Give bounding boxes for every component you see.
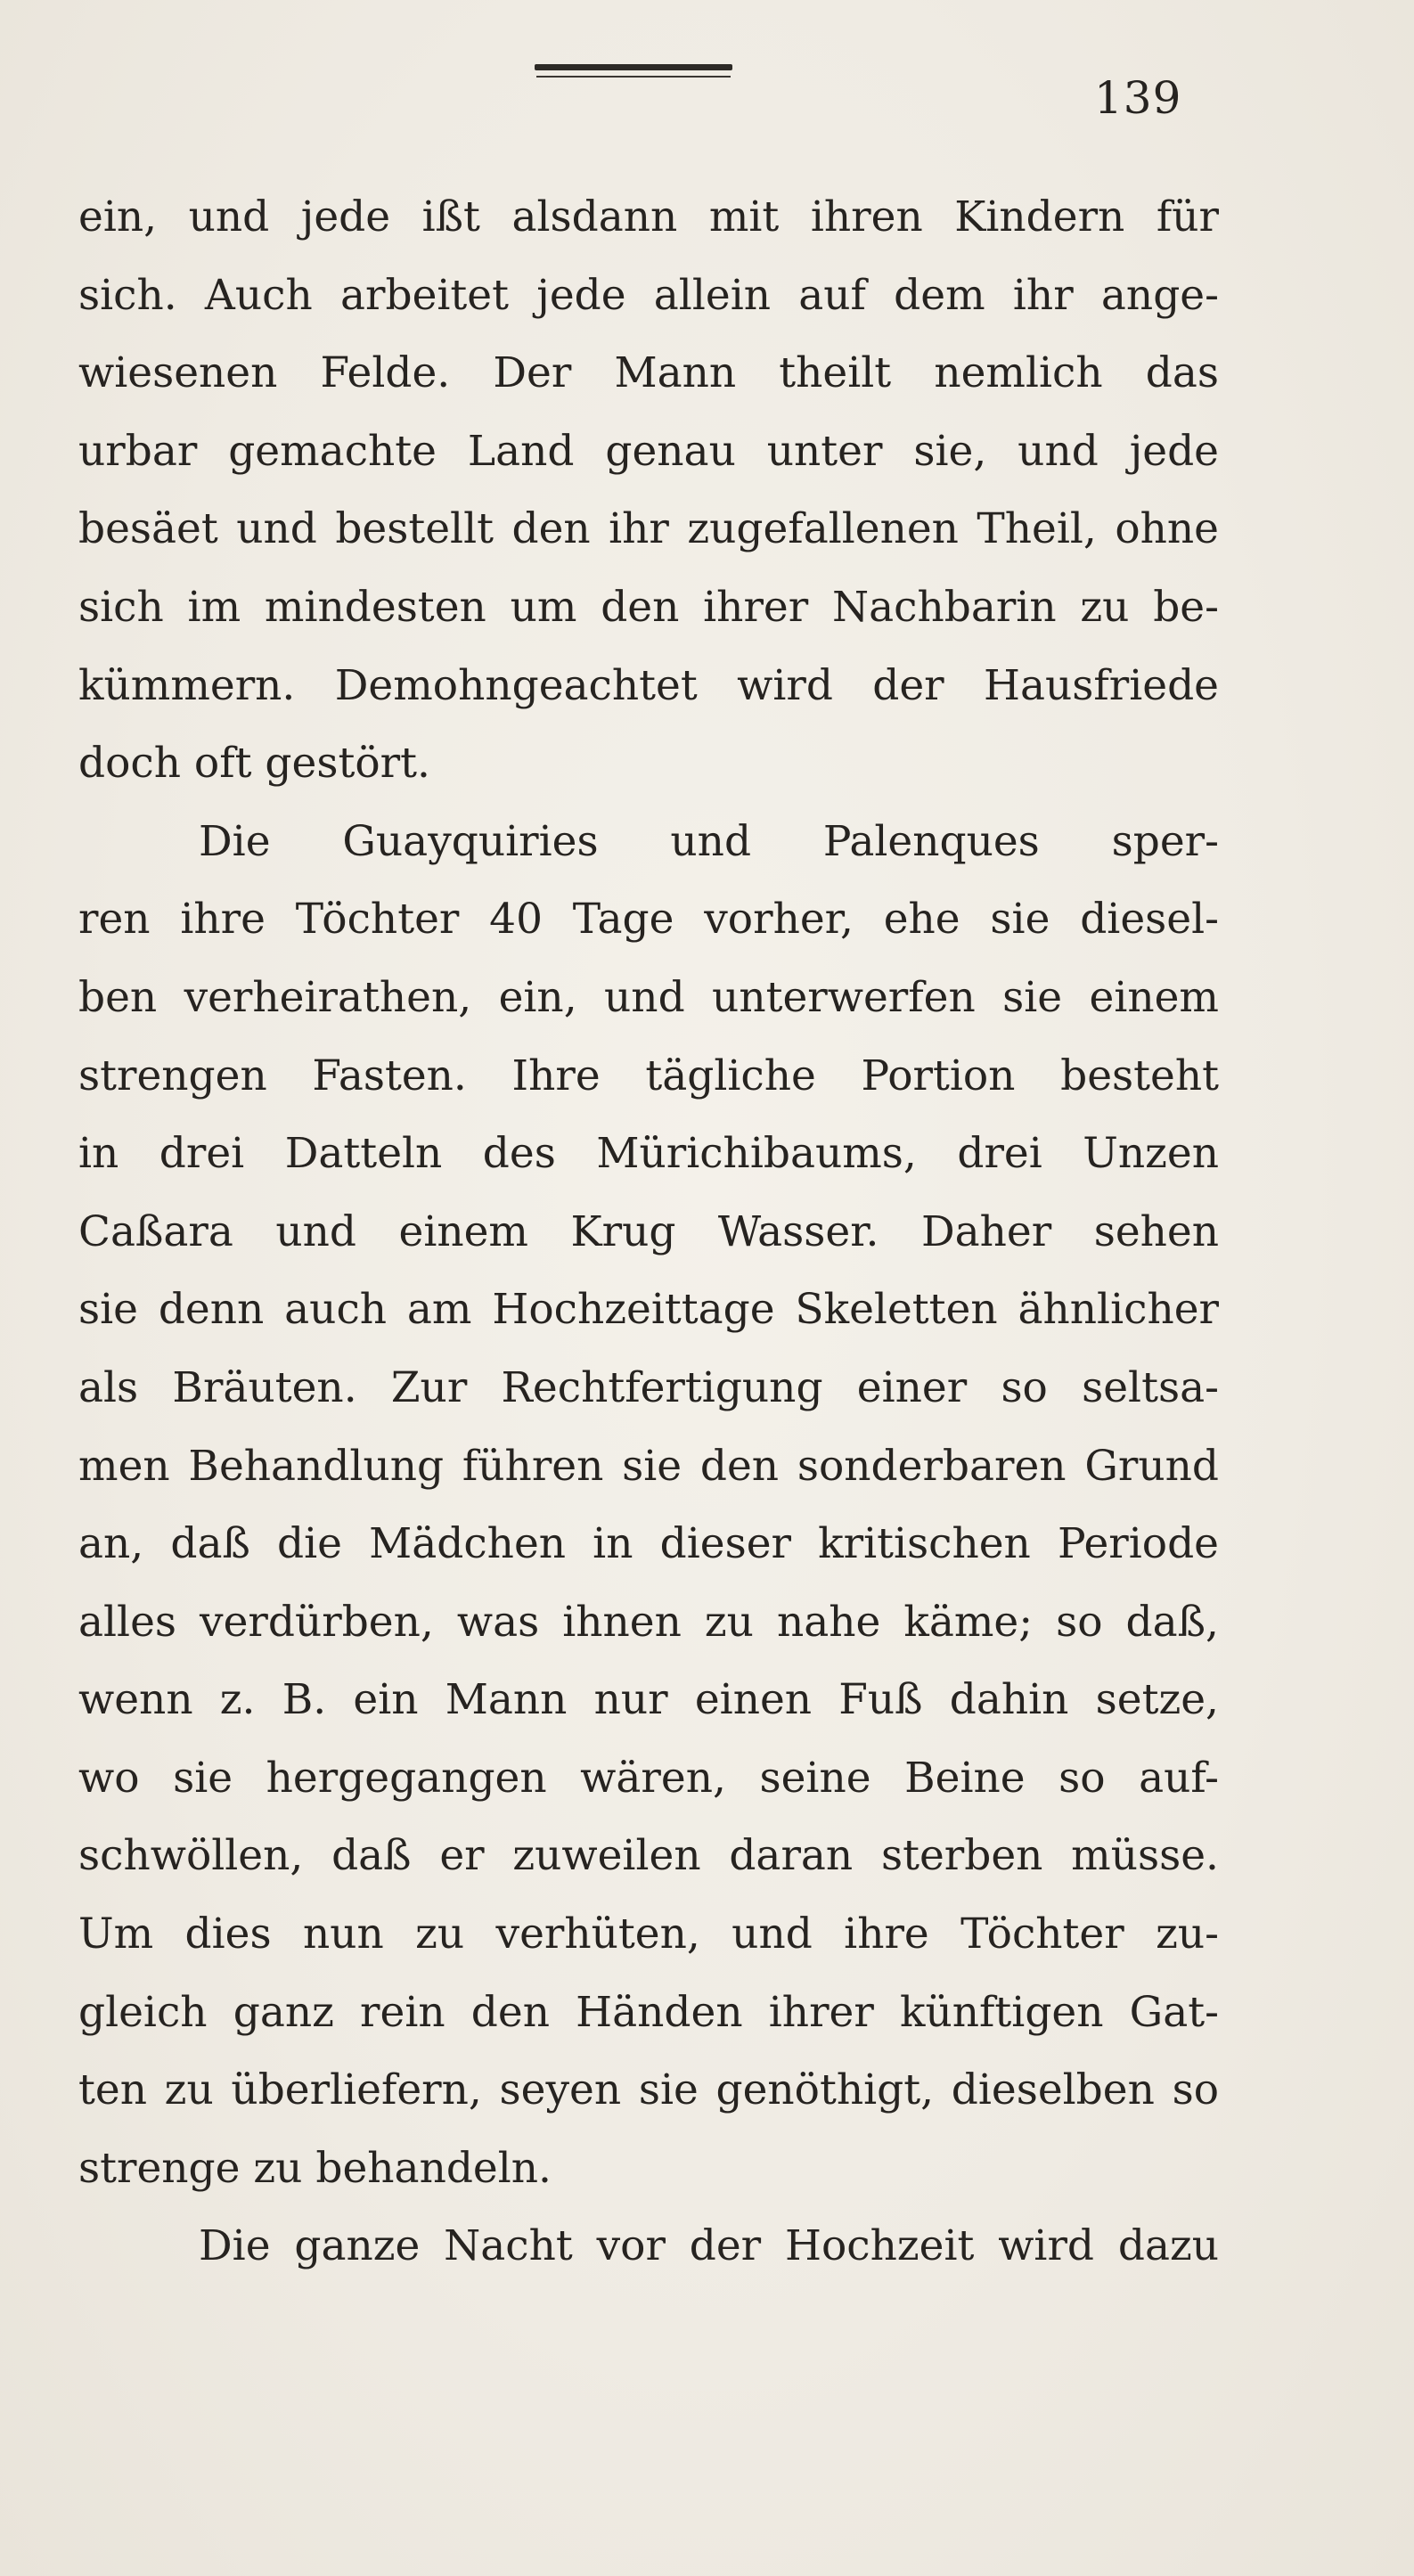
paragraph: [78, 2207, 1219, 2286]
text-line: an, daß die Mädchen in dieser kritischen Periode: [78, 1519, 1219, 1569]
text-line: sich im mindesten um den ihrer Nachbarin zu be-: [78, 582, 1219, 632]
text-line: wiesenen Felde. Der Mann theilt nemlich das: [78, 348, 1219, 398]
paragraph: [78, 803, 1219, 2208]
text-line: ren ihre Töchter 40 Tage vorher, ehe sie diesel-: [78, 895, 1219, 945]
text-line: ten zu überliefern, seyen sie genöthigt, dieselben so: [78, 2065, 1219, 2115]
text-line: als Bräuten. Zur Rechtfertigung einer so seltsa-: [78, 1362, 1219, 1412]
text-line: men Behandlung führen sie den sonderbaren Grund: [78, 1441, 1219, 1491]
body-text: [78, 178, 1219, 2286]
header-ornament-rule: [535, 61, 732, 82]
header-rule-thick: [535, 64, 732, 70]
text-line: alles verdürben, was ihnen zu nahe käme; so daß,: [78, 1597, 1219, 1647]
header-rule-thin: [536, 76, 731, 78]
page-number: 139: [1094, 72, 1182, 124]
text-line: ben verheirathen, ein, und unterwerfen sie einem: [78, 972, 1219, 1022]
text-line: wo sie hergegangen wären, seine Beine so auf-: [78, 1753, 1219, 1803]
text-line: strenge zu behandeln.: [78, 2143, 552, 2193]
text-line: doch oft gestört.: [78, 739, 430, 789]
text-line: sich. Auch arbeitet jede allein auf dem ihr ange-: [78, 270, 1219, 320]
text-line: besäet und bestellt den ihr zugefallenen Theil, ohne: [78, 504, 1219, 554]
text-line: kümmern. Demohngeachtet wird der Hausfriede: [78, 660, 1219, 710]
text-line: sie denn auch am Hochzeittage Skeletten ähnlicher: [78, 1285, 1219, 1335]
paragraph: [78, 178, 1219, 803]
text-line: Die Guayquiries und Palenques sper-: [199, 816, 1219, 866]
text-line: in drei Datteln des Mürichibaums, drei Unzen: [78, 1129, 1219, 1179]
text-line: Caßara und einem Krug Wasser. Daher sehen: [78, 1206, 1219, 1256]
text-line: ein, und jede ißt alsdann mit ihren Kindern für: [78, 192, 1219, 241]
text-line: schwöllen, daß er zuweilen daran sterben müsse.: [78, 1831, 1219, 1881]
text-line: wenn z. B. ein Mann nur einen Fuß dahin setze,: [78, 1675, 1219, 1725]
text-line: strengen Fasten. Ihre tägliche Portion besteht: [78, 1051, 1219, 1100]
text-line: Um dies nun zu verhüten, und ihre Töchter zu-: [78, 1910, 1219, 1959]
text-line: urbar gemachte Land genau unter sie, und jede: [78, 426, 1219, 476]
text-line: Die ganze Nacht vor der Hochzeit wird dazu: [199, 2221, 1219, 2271]
text-line: gleich ganz rein den Händen ihrer künftigen Gat-: [78, 1987, 1219, 2037]
